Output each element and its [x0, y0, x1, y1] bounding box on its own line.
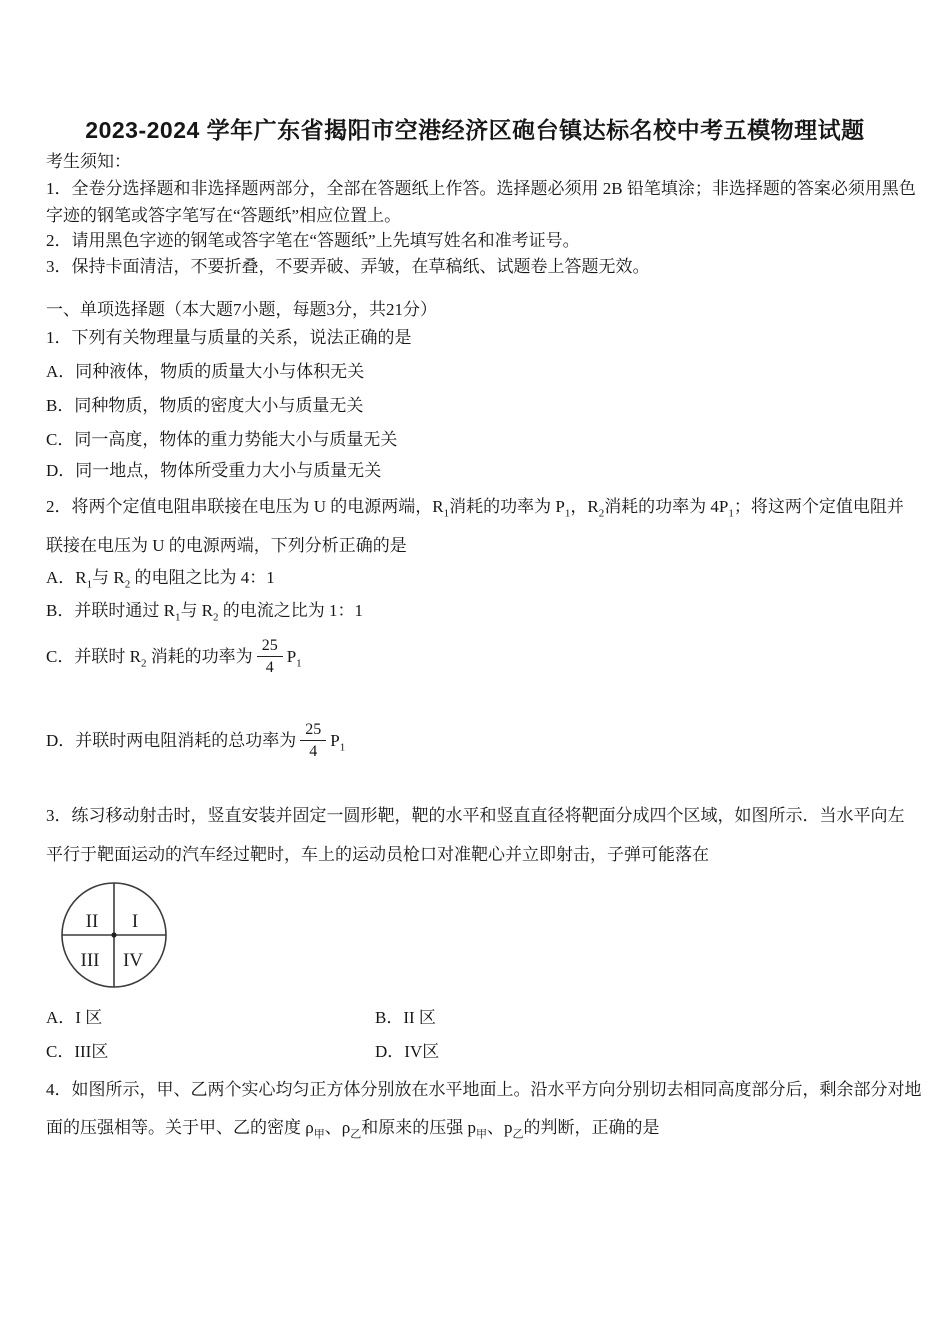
q2-option-c-text: C．并联时 $R_2$ 消耗的功率为: [46, 646, 253, 670]
q2-option-d-text: D．并联时两电阻消耗的总功率为: [46, 730, 297, 750]
quadrant-label-i: I: [131, 911, 139, 932]
target-center-dot: [111, 932, 116, 937]
q3-option-b: B．II 区: [375, 1008, 436, 1027]
q3-option-d: D．IV区: [375, 1042, 440, 1061]
exam-title: 2023-2024 学年广东省揭阳市空港经济区砲台镇达标名校中考五模物理试题: [85, 117, 865, 143]
q1-option-d: D．同一地点，物体所受重力大小与质量无关: [46, 461, 382, 480]
notice-item-2: 2．请用黑色字迹的钢笔或答字笔在“答题纸”上先填写姓名和准考证号。: [46, 231, 580, 250]
notice-item-1-line-1: 1．全卷分选择题和非选择题两部分，全部在答题纸上作答。选择题必须用 2B 铅笔填涂；非选择题的答案必须用黑色: [46, 179, 916, 198]
q1-stem: 1．下列有关物理量与质量的关系，说法正确的是: [46, 328, 412, 347]
q3-option-c: C．III区: [46, 1042, 109, 1061]
quadrant-label-iii: III: [80, 950, 100, 971]
q2-option-a: A．$R_1$与 $R_2$ 的电阻之比为 4：1: [46, 568, 275, 591]
fraction-25-over-4: $\frac{25}{4}$: [257, 636, 283, 677]
q4-stem-line-2: 面的压强相等。关于甲、乙的密度 $\rho_甲$、$\rho_乙$和原来的压强 $p_甲$、$p_乙$的判断，正确的是: [46, 1118, 660, 1141]
q2-stem-line-1: 2．将两个定值电阻串联接在电压为 U 的电源两端，$R_1$消耗的功率为 $P_1$，$R_2$消耗的功率为 $4P_1$；将这两个定值电阻并: [46, 497, 904, 520]
q2-option-d-p1: $P_1$: [330, 730, 346, 754]
q3-option-a: A．I 区: [46, 1008, 103, 1027]
section-heading: 一、单项选择题（本大题7小题，每题3分，共21分）: [46, 300, 437, 319]
q2-option-d: [46, 720, 345, 761]
q2-option-c-p1: $P_1$: [286, 646, 302, 670]
q1-option-b: B．同种物质，物质的密度大小与质量无关: [46, 396, 364, 415]
quadrant-label-iv: IV: [122, 950, 144, 971]
q2-option-b: B．并联时通过 $R_1$与 $R_2$ 的电流之比为 1：1: [46, 601, 364, 624]
quadrant-label-ii: II: [85, 911, 99, 932]
q2-stem-line-2: 联接在电压为 U 的电源两端，下列分析正确的是: [46, 536, 407, 555]
notice-item-1-line-2: 字迹的钢笔或答字笔写在“答题纸”相应位置上。: [46, 206, 402, 225]
q3-stem-line-1: 3．练习移动射击时，竖直安装并固定一圆形靶，靶的水平和竖直直径将靶面分成四个区域，如图所示．当水平向左: [46, 806, 905, 825]
fraction-25-over-4: $\frac{25}{4}$: [300, 720, 326, 761]
notice-item-3: 3．保持卡面清洁，不要折叠，不要弄破、弄皱，在草稿纸、试题卷上答题无效。: [46, 257, 650, 276]
q2-option-c: [46, 636, 302, 677]
target-quadrant-figure: [56, 881, 172, 991]
q3-stem-line-2: 平行于靶面运动的汽车经过靶时，车上的运动员枪口对准靶心并立即射击，子弹可能落在: [46, 845, 709, 864]
q4-stem-line-1: 4．如图所示，甲、乙两个实心均匀正方体分别放在水平地面上。沿水平方向分别切去相同高度部分后，剩余部分对地: [46, 1080, 922, 1099]
notice-heading: 考生须知：: [46, 152, 131, 171]
q1-option-c: C．同一高度，物体的重力势能大小与质量无关: [46, 430, 398, 449]
q1-option-a: A．同种液体，物质的质量大小与体积无关: [46, 362, 365, 381]
